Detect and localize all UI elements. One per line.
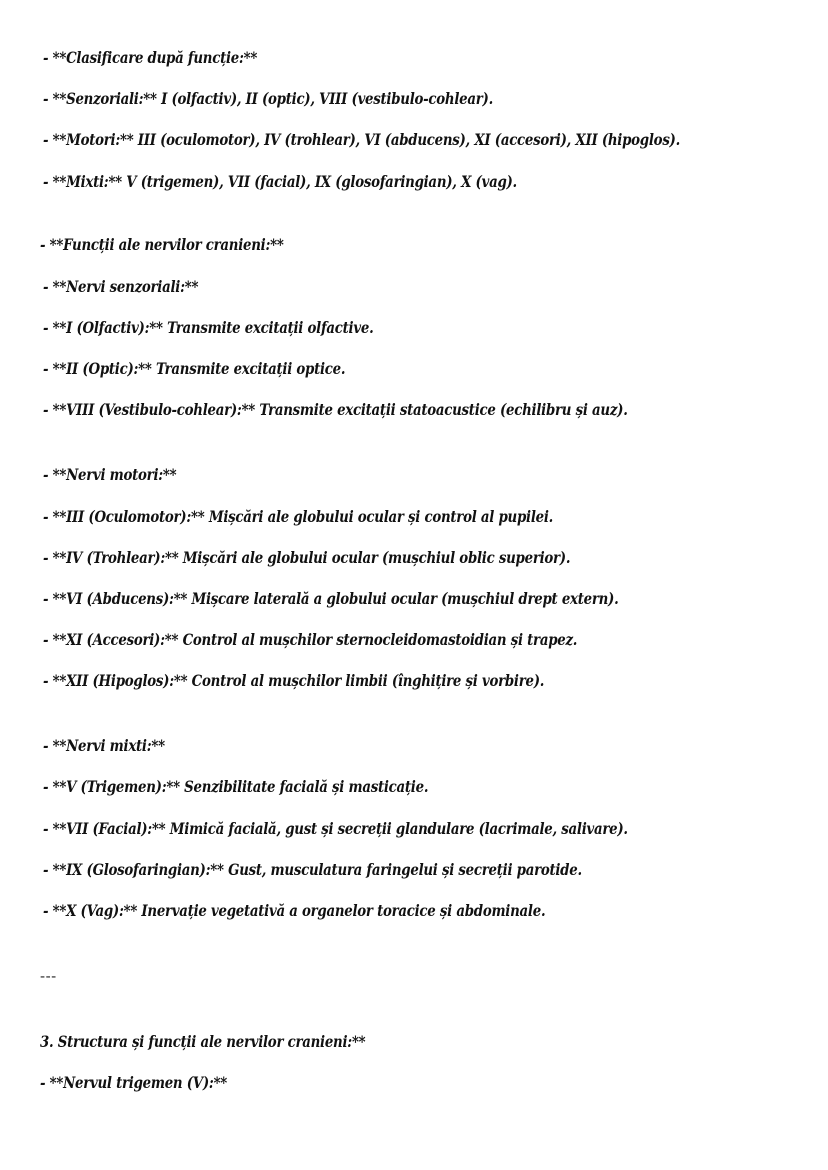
text-line-trigeminal-nerve-heading: - **Nervul trigemen (V):** (40, 1073, 228, 1092)
text-line-mixed-nerves-heading: - **Nervi mixti:** (43, 736, 165, 755)
text-line-optic: - **II (Optic):** Transmite excitații optice. (43, 359, 346, 378)
text-line-motor-list: - **Motori:** III (oculomotor), IV (trohlear), VI (abducens), XI (accesori), XII (hipoglos). (43, 130, 681, 149)
text-line-trochlear: - **IV (Trohlear):** Mișcări ale globului ocular (mușchiul oblic superior). (43, 548, 571, 567)
text-line-abducens: - **VI (Abducens):** Mișcare laterală a globului ocular (mușchiul drept extern). (43, 589, 619, 608)
text-line-hypoglossal: - **XII (Hipoglos):** Control al mușchilor limbii (înghițire și vorbire). (43, 671, 545, 690)
text-line-sensory-nerves-heading: - **Nervi senzoriali:** (43, 277, 199, 296)
text-line-accessory: - **XI (Accesori):** Control al mușchilor sternocleidomastoidian și trapez. (43, 630, 578, 649)
text-line-olfactory: - **I (Olfactiv):** Transmite excitații olfactive. (43, 318, 374, 337)
text-line-facial: - **VII (Facial):** Mimică facială, gust și secreții glandulare (lacrimale, salivare). (43, 819, 628, 838)
horizontal-rule-separator: --- (40, 967, 57, 985)
text-line-vagus: - **X (Vag):** Inervație vegetativă a organelor toracice și abdominale. (43, 901, 546, 920)
text-line-mixed-list: - **Mixti:** V (trigemen), VII (facial), IX (glosofaringian), X (vag). (43, 172, 517, 191)
text-line-classification-heading: - **Clasificare după funcție:** (43, 48, 258, 67)
text-line-functions-heading: - **Funcții ale nervilor cranieni:** (40, 235, 284, 254)
text-line-sensory-list: - **Senzoriali:** I (olfactiv), II (optic), VIII (vestibulo-cohlear). (43, 89, 493, 108)
text-line-motor-nerves-heading: - **Nervi motori:** (43, 465, 177, 484)
section-heading-structure: 3. Structura și funcții ale nervilor cranieni:** (40, 1032, 366, 1051)
text-line-glossopharyngeal: - **IX (Glosofaringian):** Gust, musculatura faringelui și secreții parotide. (43, 860, 582, 879)
text-line-trigeminal: - **V (Trigemen):** Senzibilitate facială și masticație. (43, 777, 429, 796)
text-line-oculomotor: - **III (Oculomotor):** Mișcări ale globului ocular și control al pupilei. (43, 507, 554, 526)
text-line-vestibulocochlear: - **VIII (Vestibulo-cohlear):** Transmite excitații statoacustice (echilibru și auz). (43, 400, 628, 419)
